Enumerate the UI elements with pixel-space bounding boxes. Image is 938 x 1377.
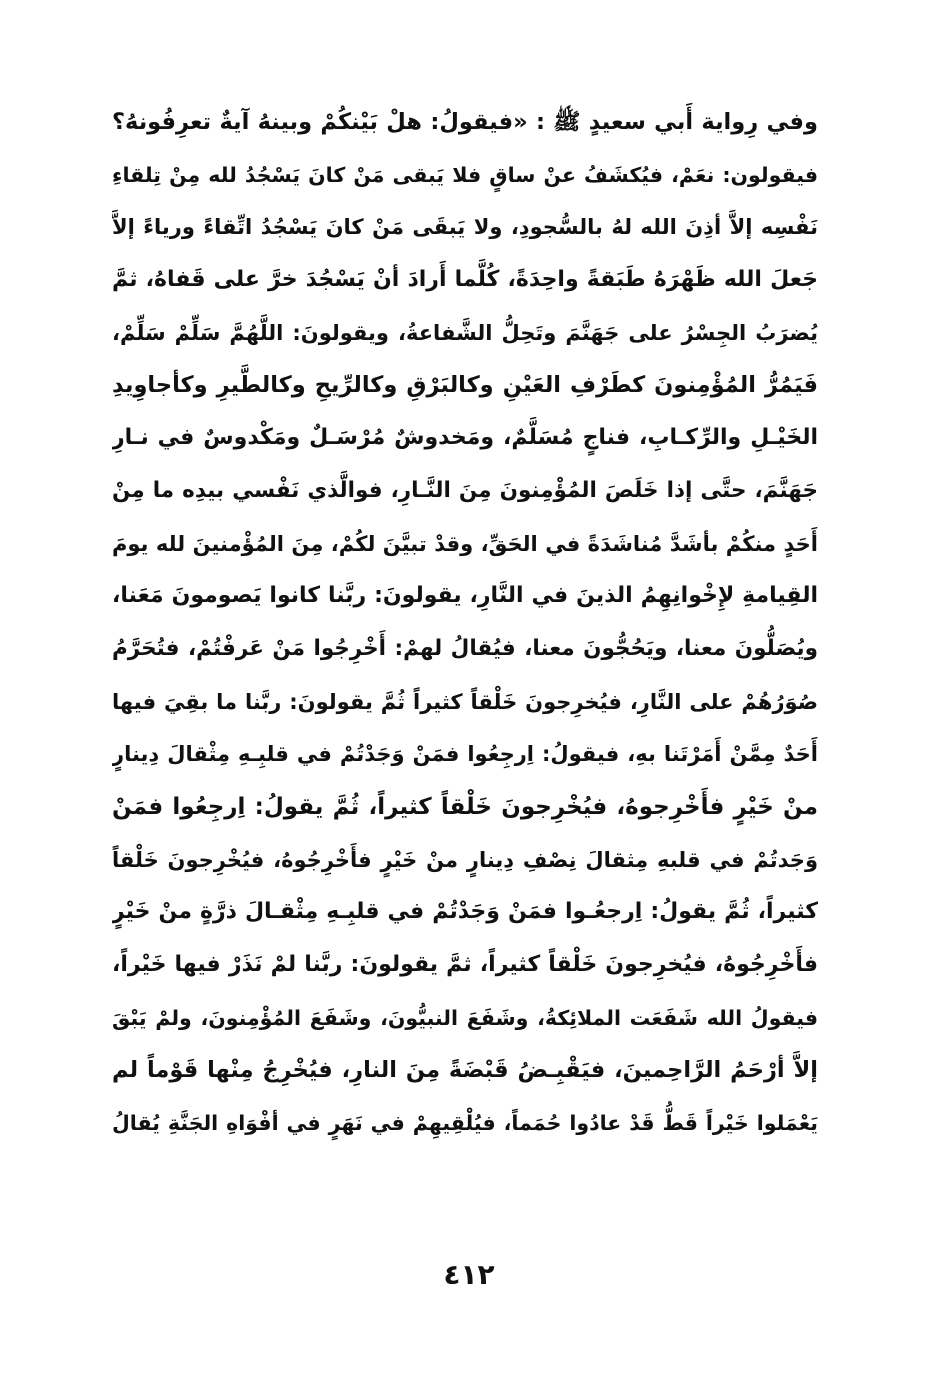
page-number: ٤١٢ <box>443 1258 495 1291</box>
text-line-6: فَيَمُرُّ المُؤْمِنونَ كطَرْفِ العَيْنِ وكالبَرْقِ وكالرِّيحِ وكالطَّيرِ وكأجاوِيدِ <box>112 372 818 399</box>
text-line-19: إلاَّ أرْحَمُ الرَّاحِمينَ، فيَقْبِـضُ قَبْضَةً مِنَ النارِ، فيُخْرِجُ مِنْها قَوْماً لم <box>112 1057 818 1084</box>
text-line-11: ويُصَلُّونَ معنا، ويَحُجُّونَ معنا، فيُقالُ لهمْ: أَخْرِجُوا مَنْ عَرفْتُمْ، فتُحَرَّمُ <box>112 635 818 661</box>
text-line-8: جَهَنَّمَ، حتَّى إذا خَلَصَ المُؤْمِنونَ مِنَ النَّـارِ، فوالَّذي نَفْسي بيدِه ما مِنْ <box>112 477 818 503</box>
text-line-1: وفي رِواية أَبي سعيدٍ ﷺ : «فيقولُ: هلْ بَيْنكُمْ وبينهُ آيةٌ تعرِفُونهُ؟ <box>112 109 818 135</box>
text-line-20: يَعْمَلوا خَيْراً قَطُّ قَدْ عادُوا حُمَماً، فيُلْقِيهِمْ في نَهَرٍ في أفْوَاهِ الجَنَّةِ يُقالُ <box>112 1111 818 1136</box>
text-line-10: القِيامةِ لإِخْوانِهِمُ الذينَ في النَّارِ، يقولونَ: ربَّنا كانوا يَصومونَ مَعَنا، <box>112 583 818 609</box>
text-line-16: كثيراً، ثُمَّ يقولُ: اِرجعُـوا فمَنْ وَجَدْتُمْ في قلبِـهِ مِثْقـالَ ذرَّةٍ منْ خَيْرٍ <box>112 899 818 925</box>
body-text <box>112 96 818 1150</box>
text-line-14: منْ خَيْرٍ فأَخْرِجوهُ، فيُخْرِجونَ خَلْقاً كثيراً، ثُمَّ يقولُ: اِرجِعُوا فمَنْ <box>112 793 818 820</box>
text-line-9: أَحَدٍ منكُمْ بأشَدَّ مُناشَدَةً في الحَقِّ، وقدْ تبيَّنَ لكُمْ، مِنَ المُؤْمنينَ لله يومَ <box>112 531 818 556</box>
text-line-15: وَجَدتُمْ في قلبهِ مِثقالَ نِصْفِ دِينارٍ منْ خَيْرٍ فأَخْرِجُوهُ، فيُخْرِجونَ خَلْقاً <box>112 847 818 872</box>
text-line-18: فيقولُ الله شَفَعَت الملائِكةُ، وشَفَعَ النبيُّونَ، وشَفَعَ المُؤْمِنونَ، ولمْ يَبْقَ <box>112 1005 818 1030</box>
text-line-2: فيقولون: نعَمْ، فيُكشَفُ عنْ ساقٍ فلا يَبقى مَنْ كانَ يَسْجُدُ لله مِنْ تِلقاءِ <box>112 162 818 187</box>
text-line-13: أَحَدٌ مِمَّنْ أَمَرْتَنا بهِ، فيقولُ: اِرجِعُوا فمَنْ وَجَدْتُمْ في قلبِـهِ مِثْقالَ دِينارٍ <box>112 742 818 767</box>
text-line-3: نَفْسِه إلاَّ أذِنَ الله لهُ بالسُّجودِ، ولا يَبقَى مَنْ كانَ يَسْجُدُ اتِّقاءً ورياءً إلاَّ <box>112 215 818 240</box>
text-line-4: جَعلَ الله ظَهْرَهُ طَبَقةً واحِدَةً، كُلَّما أَرادَ أنْ يَسْجُدَ خرَّ على قَفاهُ، ثمَّ <box>112 267 818 293</box>
text-line-7: الخَيْـلِ والرِّكـابِ، فناجٍ مُسَلَّمٌ، ومَخدوشٌ مُرْسَـلٌ ومَكْدوسٌ في نـارِ <box>112 425 818 451</box>
text-line-12: صُوَرُهُمْ على النَّارِ، فيُخرِجونَ خَلْقاً كثيراً ثُمَّ يقولونَ: ربَّنا ما بقِيَ فيها <box>112 689 818 714</box>
text-line-17: فأَخْرِجُوهُ، فيُخرِجونَ خَلْقاً كثيراً، ثمَّ يقولونَ: ربَّنا لمْ نَذَرْ فيها خَيْراً، <box>112 952 818 977</box>
text-line-5: يُضرَبُ الجِسْرُ على جَهَنَّمَ وتَحِلُّ الشَّفاعةُ، ويقولونَ: اللَّهُمَّ سَلِّمْ سَلِّمْ، <box>112 320 818 345</box>
